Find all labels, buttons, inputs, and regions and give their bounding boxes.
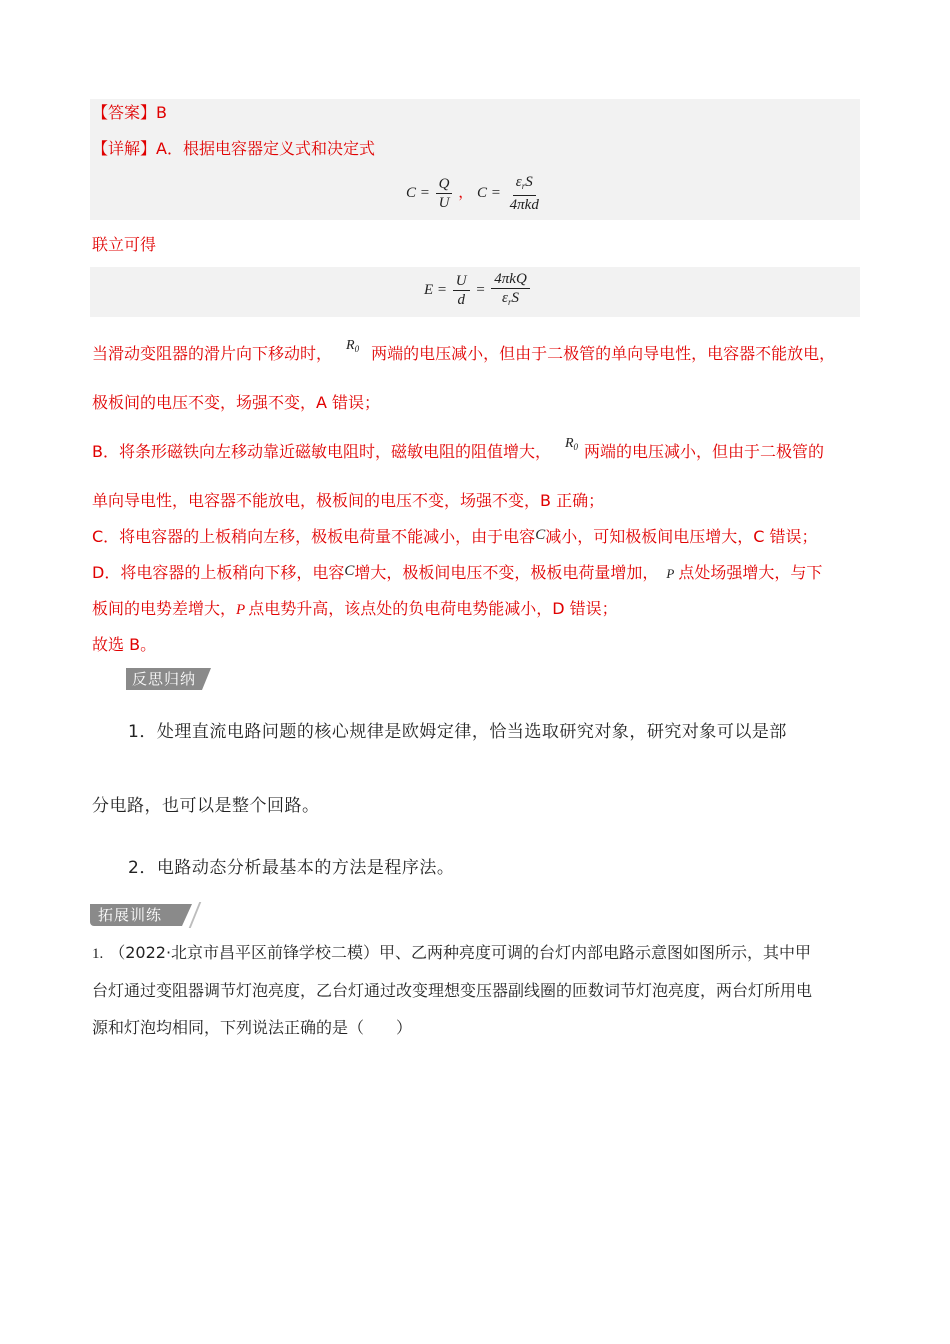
detail-label: 【详解】: [92, 139, 157, 158]
formula2-lhs: E =: [424, 281, 448, 298]
question-line2: 台灯通过变阻器调节灯泡亮度，乙台灯通过改变理想变压器副线圈的匝数词节灯泡亮度，两台灯所用电: [92, 981, 813, 1000]
reflection-item1-line2: 分电路，也可以是整个回路。: [92, 796, 320, 816]
formula1-frac1: [436, 175, 453, 212]
option-b-text-post: 两端的电压减小，但由于二极管的: [584, 442, 825, 461]
question-number: 1.: [92, 946, 104, 962]
formula2-eq: =: [475, 281, 486, 298]
formula2-den1: d: [457, 292, 465, 308]
extension-badge: [90, 904, 162, 926]
formula1-frac2: [507, 173, 542, 214]
combine-line: 联立可得: [92, 235, 157, 254]
option-d-line1: [92, 562, 822, 585]
reflection-item2: 2．电路动态分析最基本的方法是程序法。: [128, 858, 455, 878]
option-d-text-mid: 增大，极板间电压不变，极板电荷量增加，: [354, 563, 659, 582]
option-a-text-pre: 当滑动变阻器的滑片向下移动时，: [92, 344, 333, 363]
option-d2-text-pre: 板间的电势差增大，: [92, 599, 237, 618]
option-c-line1: [92, 526, 817, 549]
question-line3: 源和灯泡均相同，下列说法正确的是（ ）: [92, 1018, 413, 1037]
formula2-frac1: [453, 272, 470, 309]
formula1-sep: ，: [458, 184, 474, 201]
formula-capacitance: [406, 173, 544, 214]
option-a-line1: [92, 338, 836, 370]
formula1-lhs2: C =: [477, 184, 501, 201]
formula1-num1: Q: [436, 175, 453, 194]
answer-line: [92, 102, 167, 124]
formula1-num2: $\varepsilon_rS$: [513, 173, 536, 196]
formula2-num1: U: [453, 272, 470, 291]
extension-badge-label: 拓展训练: [98, 906, 163, 924]
formula-field: [424, 270, 532, 311]
option-d-text-pre: D．将电容器的上板稍向下移，电容: [92, 563, 345, 582]
option-a-line2: 极板间的电压不变，场强不变，A 错误；: [92, 393, 381, 412]
c-symbol: C: [535, 527, 546, 543]
c-symbol-d: C: [344, 563, 355, 579]
option-d2-text-post: 点电势升高，该点处的负电荷电势能减小，D 错误；: [248, 599, 618, 618]
reflection-badge: [126, 668, 211, 690]
badge-slant-icon: [202, 668, 211, 690]
r0-symbol: $R_0$: [346, 338, 360, 354]
answer-value: B: [156, 103, 167, 122]
option-d-text-post: 点处场强增大，与下: [678, 563, 823, 582]
option-b-line1: [92, 436, 825, 468]
formula1-lhs1: C =: [406, 184, 430, 201]
option-b-line2: 单向导电性，电容器不能放电，极板间的电压不变，场强不变，B 正确；: [92, 491, 605, 510]
formula2-den2: $\varepsilon_rS$: [502, 290, 519, 307]
option-d-line2: [92, 598, 618, 621]
reflection-badge-label: 反思归纳: [126, 668, 202, 690]
detail-line: [92, 138, 375, 160]
question-text-1: （2022·北京市昌平区前锋学校二模）甲、乙两种亮度可调的台灯内部电路示意图如图所示，其中甲: [109, 943, 812, 962]
option-a-text-post: 两端的电压减小，但由于二极管的单向导电性，电容器不能放电，: [371, 344, 836, 363]
answer-label: 【答案】: [92, 103, 157, 122]
formula1-den2: 4πkd: [509, 197, 539, 213]
detail-intro: A．根据电容器定义式和决定式: [156, 139, 375, 158]
question-line1: [92, 942, 811, 965]
option-c-text-post: 减小，可知极板间电压增大，C 错误；: [545, 527, 818, 546]
conclusion: 故选 B。: [92, 635, 157, 654]
formula1-den1: U: [438, 195, 450, 211]
reflection-item1-line1: 1．处理直流电路问题的核心规律是欧姆定律，恰当选取研究对象，研究对象可以是部: [128, 722, 787, 742]
r0-symbol-b: $R_0$: [564, 436, 579, 452]
p-symbol-d2: P: [236, 602, 246, 618]
formula2-frac2: [491, 270, 530, 311]
option-c-text-pre: C．将电容器的上板稍向左移，极板电荷量不能减小，由于电容: [92, 527, 536, 546]
option-b-text-pre: B．将条形磁铁向左移动靠近磁敏电阻时，磁敏电阻的阻值增大，: [92, 442, 551, 461]
formula2-num2: 4πkQ: [491, 270, 530, 289]
p-symbol: P: [666, 566, 675, 581]
